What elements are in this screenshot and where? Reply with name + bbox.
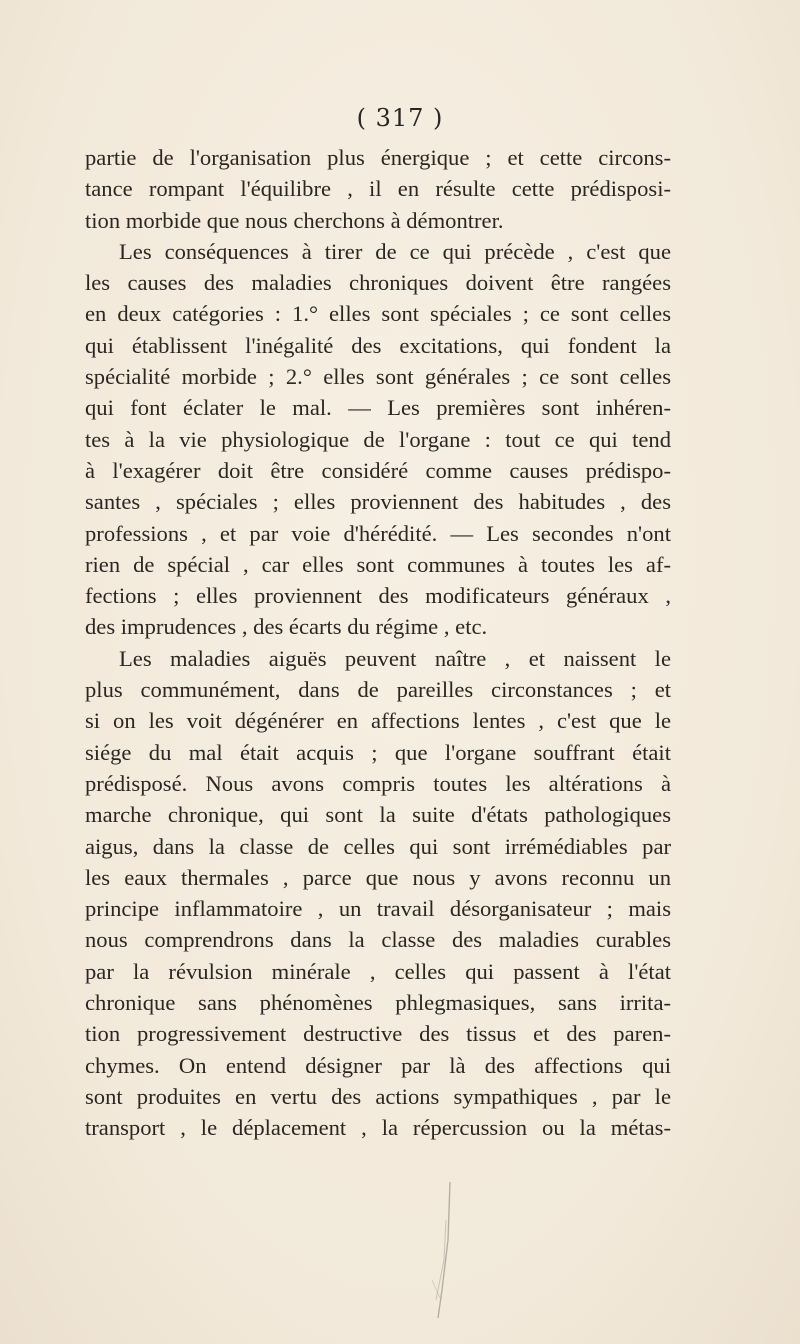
text-line: les eaux thermales , parce que nous y avons reconnu un	[85, 864, 671, 890]
text-line: spécialité morbide ; 2.° elles sont générales ; ce sont celles	[85, 364, 671, 390]
ink-stroke-mark	[420, 1180, 460, 1320]
text-line: fections ; elles proviennent des modificateurs généraux ,	[85, 583, 671, 609]
text-line: professions , et par voie d'hérédité. — Les secondes n'ont	[85, 520, 671, 546]
text-line: des imprudences , des écarts du régime , etc.	[85, 614, 488, 640]
text-line: par la révulsion minérale , celles qui passent à l'état	[85, 958, 671, 984]
text-line: qui font éclater le mal. — Les premières sont inhéren-	[85, 395, 671, 421]
text-line: siége du mal était acquis ; que l'organe souffrant était	[85, 739, 671, 765]
text-line: transport , le déplacement , la répercussion ou la métas-	[85, 1115, 671, 1141]
text-line: marche chronique, qui sont la suite d'états pathologiques	[85, 802, 671, 828]
text-line: rien de spécial , car elles sont communes à toutes les af-	[85, 551, 671, 577]
body-text	[85, 142, 671, 1144]
text-line: partie de l'organisation plus énergique ; et cette circons-	[85, 145, 671, 170]
text-line: tion progressivement destructive des tissus et des paren-	[85, 1021, 671, 1047]
text-line: santes , spéciales ; elles proviennent des habitudes , des	[85, 489, 671, 515]
text-line: nous comprendrons dans la classe des maladies curables	[85, 927, 671, 953]
text-line: plus communément, dans de pareilles circonstances ; et	[85, 677, 671, 703]
text-line: chymes. On entend désigner par là des affections qui	[85, 1052, 671, 1078]
text-line: tance rompant l'équilibre , il en résulte cette prédisposi-	[85, 176, 671, 202]
text-line: chronique sans phénomènes phlegmasiques, sans irrita-	[85, 990, 671, 1016]
text-line: en deux catégories : 1.° elles sont spéciales ; ce sont celles	[85, 301, 671, 327]
text-line: prédisposé. Nous avons compris toutes les altérations à	[85, 770, 671, 796]
text-line: principe inflammatoire , un travail désorganisateur ; mais	[85, 896, 671, 922]
text-line: tion morbide que nous cherchons à démontrer.	[85, 207, 504, 233]
text-line: aigus, dans la classe de celles qui sont irrémédiables par	[85, 833, 671, 859]
text-line: qui établissent l'inégalité des excitations, qui fondent la	[85, 332, 671, 358]
text-line: les causes des maladies chroniques doivent être rangées	[85, 270, 671, 296]
text-line: tes à la vie physiologique de l'organe : tout ce qui tend	[85, 426, 671, 452]
page-number: ( 317 )	[356, 104, 444, 132]
text-line: à l'exagérer doit être considéré comme causes prédispo-	[85, 457, 671, 483]
text-line: sont produites en vertu des actions sympathiques , par le	[85, 1083, 671, 1109]
text-line: si on les voit dégénérer en affections lentes , c'est que le	[85, 708, 671, 734]
text-line: Les maladies aiguës peuvent naître , et naissent le	[119, 645, 671, 671]
text-line: Les conséquences à tirer de ce qui précède , c'est que	[119, 238, 671, 264]
